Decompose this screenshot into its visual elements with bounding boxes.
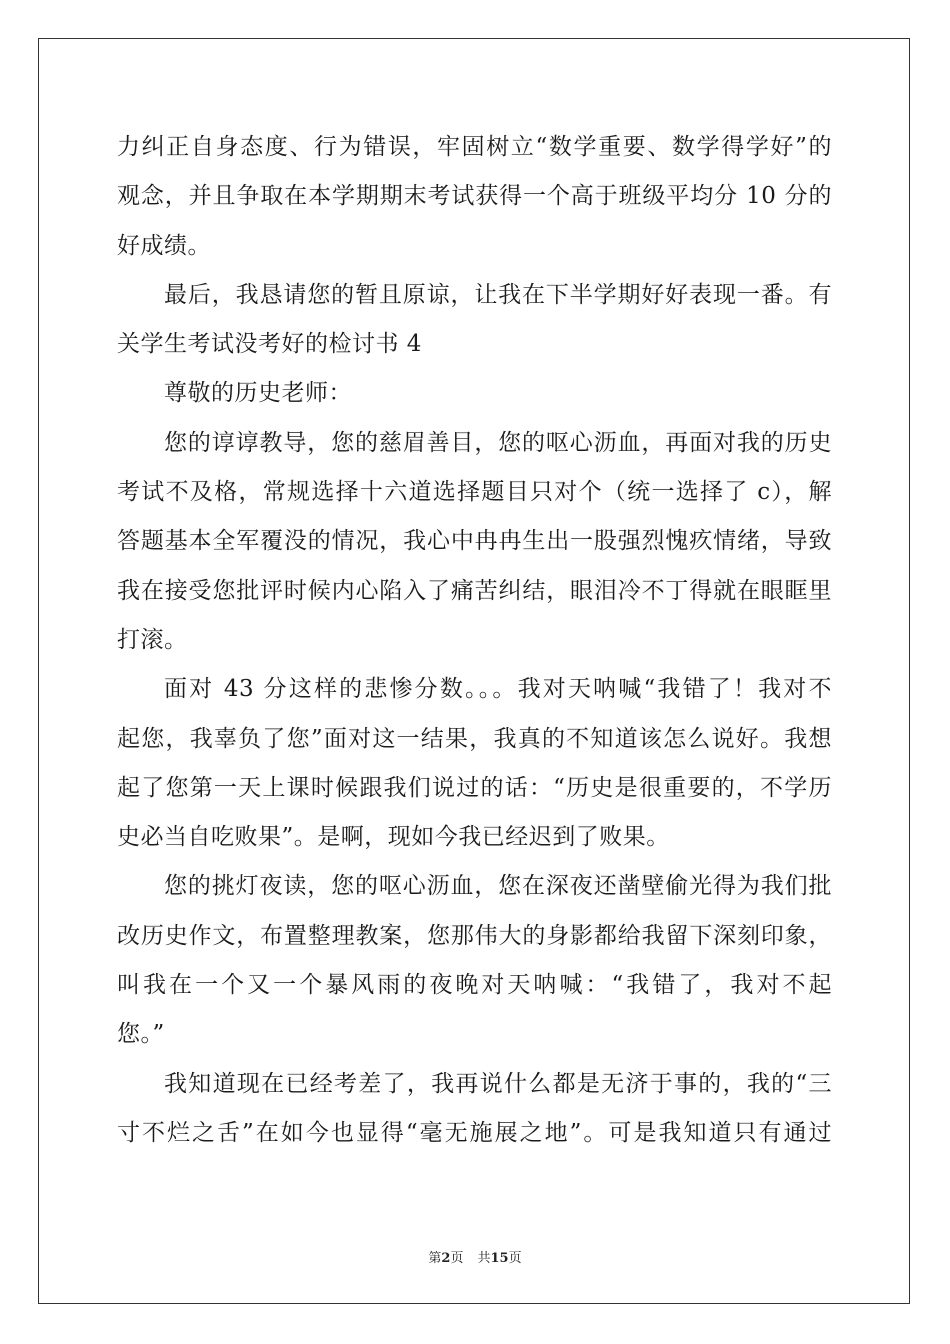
page-total: 15 xyxy=(490,1251,509,1266)
text-line: 答题基本全军覆没的情况，我心中冉冉生出一股强烈愧疚情绪，导致 xyxy=(117,528,832,555)
text-line: 寸不烂之舌”在如今也显得“毫无施展之地”。可是我知道只有通过 xyxy=(117,1119,832,1146)
text-line: 最后，我恳请您的暂且原谅，让我在下半学期好好表现一番。有 xyxy=(164,281,832,308)
text-line: 起了您第一天上课时候跟我们说过的话：“历史是很重要的，不学历 xyxy=(117,774,832,801)
text-line: 力纠正自身态度、行为错误，牢固树立“数学重要、数学得学好”的 xyxy=(117,134,832,160)
text-line: 您的谆谆教导，您的慈眉善目，您的呕心沥血，再面对我的历史 xyxy=(164,429,832,456)
page-suffix: 页 xyxy=(450,1251,464,1266)
page-prefix: 第 xyxy=(428,1251,442,1266)
page-current: 2 xyxy=(441,1251,451,1266)
document-body xyxy=(117,123,832,1158)
text-line: 史必当自吃败果”。是啊，现如今我已经迟到了败果。 xyxy=(117,824,670,851)
text-line: 观念，并且争取在本学期期末考试获得一个高于班级平均分 10 分的 xyxy=(117,183,832,210)
text-line: 关学生考试没考好的检讨书 4 xyxy=(117,331,422,358)
text-line: 好成绩。 xyxy=(117,232,211,259)
text-line: 打滚。 xyxy=(117,626,188,653)
salutation: 尊敬的历史老师： xyxy=(164,380,352,407)
text-line: 起您，我辜负了您”面对这一结果，我真的不知道该怎么说好。我想 xyxy=(117,725,832,752)
text-line: 叫我在一个又一个暴风雨的夜晚对天呐喊：“我错了，我对不起 xyxy=(117,972,832,999)
total-prefix: 共 xyxy=(477,1251,491,1266)
text-line: 改历史作文，布置整理教案，您那伟大的身影都给我留下深刻印象， xyxy=(117,922,832,949)
total-suffix: 页 xyxy=(508,1251,522,1266)
text-line: 我在接受您批评时候内心陷入了痛苦纠结，眼泪冷不丁得就在眼眶里 xyxy=(117,577,832,604)
text-line: 面对 43 分这样的悲惨分数。。。我对天呐喊“我错了！我对不 xyxy=(164,676,832,703)
text-line: 您的挑灯夜读，您的呕心沥血，您在深夜还凿壁偷光得为我们批 xyxy=(164,873,832,900)
text-line: 您。” xyxy=(117,1021,165,1048)
text-line: 我知道现在已经考差了，我再说什么都是无济于事的，我的“三 xyxy=(164,1070,832,1097)
text-line: 考试不及格，常规选择十六道选择题目只对个（统一选择了 c），解 xyxy=(117,479,832,506)
page-footer xyxy=(0,1247,950,1266)
